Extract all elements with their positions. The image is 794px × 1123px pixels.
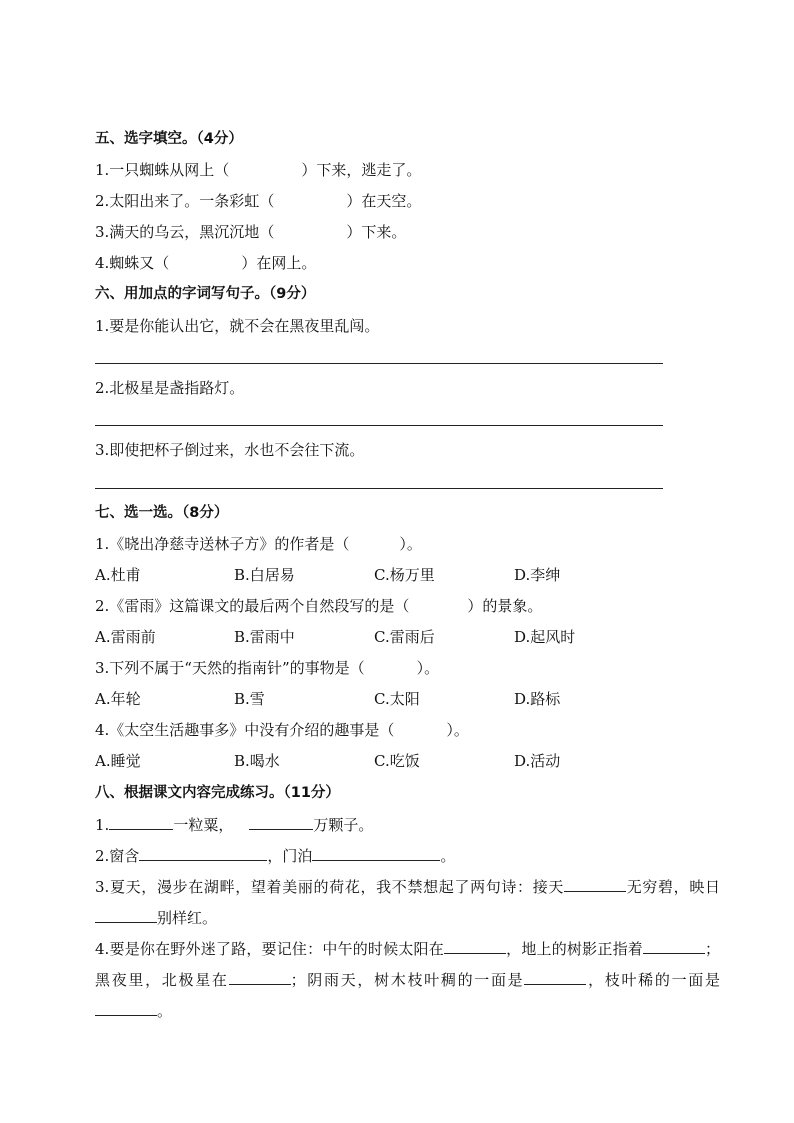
s8-item-2: 2.窗含 ，门泊 。 bbox=[95, 847, 456, 865]
blank[interactable] bbox=[564, 877, 626, 892]
blank[interactable] bbox=[524, 970, 586, 985]
section-6-heading: 六、用加点的字词写句子。（9分） bbox=[95, 286, 316, 302]
s6-item-3: 3.即使把杯子倒过来，水也不会往下流。 bbox=[95, 441, 365, 459]
blank[interactable] bbox=[643, 939, 705, 954]
blank[interactable] bbox=[109, 815, 173, 830]
section-8-heading: 八、根据课文内容完成练习。（11分） bbox=[95, 785, 340, 801]
section-7-heading: 七、选一选。（8分） bbox=[95, 505, 229, 521]
s5-item-2: 2.太阳出来了。一条彩虹（ ）在天空。 bbox=[95, 192, 422, 210]
s7-q2-option-c[interactable]: C.雷雨后 bbox=[374, 628, 435, 646]
s6-item-2: 2.北极星是盏指路灯。 bbox=[95, 379, 245, 397]
s7-question-3: 3.下列不属于“天然的指南针”的事物是（ ）。 bbox=[95, 659, 440, 677]
blank[interactable] bbox=[95, 1001, 157, 1016]
s7-q1-option-a[interactable]: A.杜甫 bbox=[95, 566, 141, 584]
s7-q4-option-c[interactable]: C.吃饭 bbox=[374, 752, 420, 770]
s7-q3-option-d[interactable]: D.路标 bbox=[514, 690, 561, 708]
s7-q3-option-b[interactable]: B.雪 bbox=[234, 690, 265, 708]
s7-q4-option-d[interactable]: D.活动 bbox=[514, 752, 561, 770]
s8-item-1: 1. 一粒粟， 万颗子。 bbox=[95, 816, 374, 834]
s7-q4-option-b[interactable]: B.喝水 bbox=[234, 752, 280, 770]
s7-q2-option-a[interactable]: A.雷雨前 bbox=[95, 628, 156, 646]
s6-answer-line-3[interactable] bbox=[95, 488, 663, 489]
blank[interactable] bbox=[444, 939, 506, 954]
blank[interactable] bbox=[95, 908, 157, 923]
s7-q1-option-d[interactable]: D.李绅 bbox=[514, 566, 561, 584]
s6-answer-line-1[interactable] bbox=[95, 363, 663, 364]
s7-question-4: 4.《太空生活趣事多》中没有介绍的趣事是（ ）。 bbox=[95, 721, 469, 739]
s7-question-2: 2.《雷雨》这篇课文的最后两个自然段写的是（ ）的景象。 bbox=[95, 597, 543, 615]
s7-question-1: 1.《晓出净慈寺送林子方》的作者是（ ）。 bbox=[95, 535, 422, 553]
blank[interactable] bbox=[139, 846, 267, 861]
s7-q3-option-a[interactable]: A.年轮 bbox=[95, 690, 141, 708]
s7-q1-option-b[interactable]: B.白居易 bbox=[234, 566, 295, 584]
s6-answer-line-2[interactable] bbox=[95, 425, 663, 426]
s7-q2-option-b[interactable]: B.雷雨中 bbox=[234, 628, 295, 646]
s7-q4-option-a[interactable]: A.睡觉 bbox=[95, 752, 141, 770]
s6-item-1: 1.要是你能认出它，就不会在黑夜里乱闯。 bbox=[95, 317, 380, 335]
blank[interactable] bbox=[249, 815, 313, 830]
s5-item-1: 1.一只蜘蛛从网上（ ）下来，逃走了。 bbox=[95, 161, 422, 179]
s7-q1-option-c[interactable]: C.杨万里 bbox=[374, 566, 435, 584]
s5-item-3: 3.满天的乌云，黑沉沉地（ ）下来。 bbox=[95, 223, 407, 241]
s8-item-4: 4.要是你在野外迷了路，要记住：中午的时候太阳在 ，地上的树影正指着 ；黑夜里，北极星在 ；阴雨天，树木枝叶稠的一面是 ，枝叶稀的一面是。 bbox=[95, 940, 720, 1020]
blank[interactable] bbox=[229, 970, 291, 985]
section-5-heading: 五、选字填空。（4分） bbox=[95, 131, 243, 147]
s8-item-3: 3.夏天，漫步在湖畔，望着美丽的荷花，我不禁想起了两句诗：接天 无穷碧，映日别样红。 bbox=[95, 878, 720, 927]
s7-q2-option-d[interactable]: D.起风时 bbox=[514, 628, 576, 646]
s5-item-4: 4.蜘蛛又（ ）在网上。 bbox=[95, 254, 317, 272]
blank[interactable] bbox=[312, 846, 440, 861]
s7-q3-option-c[interactable]: C.太阳 bbox=[374, 690, 420, 708]
